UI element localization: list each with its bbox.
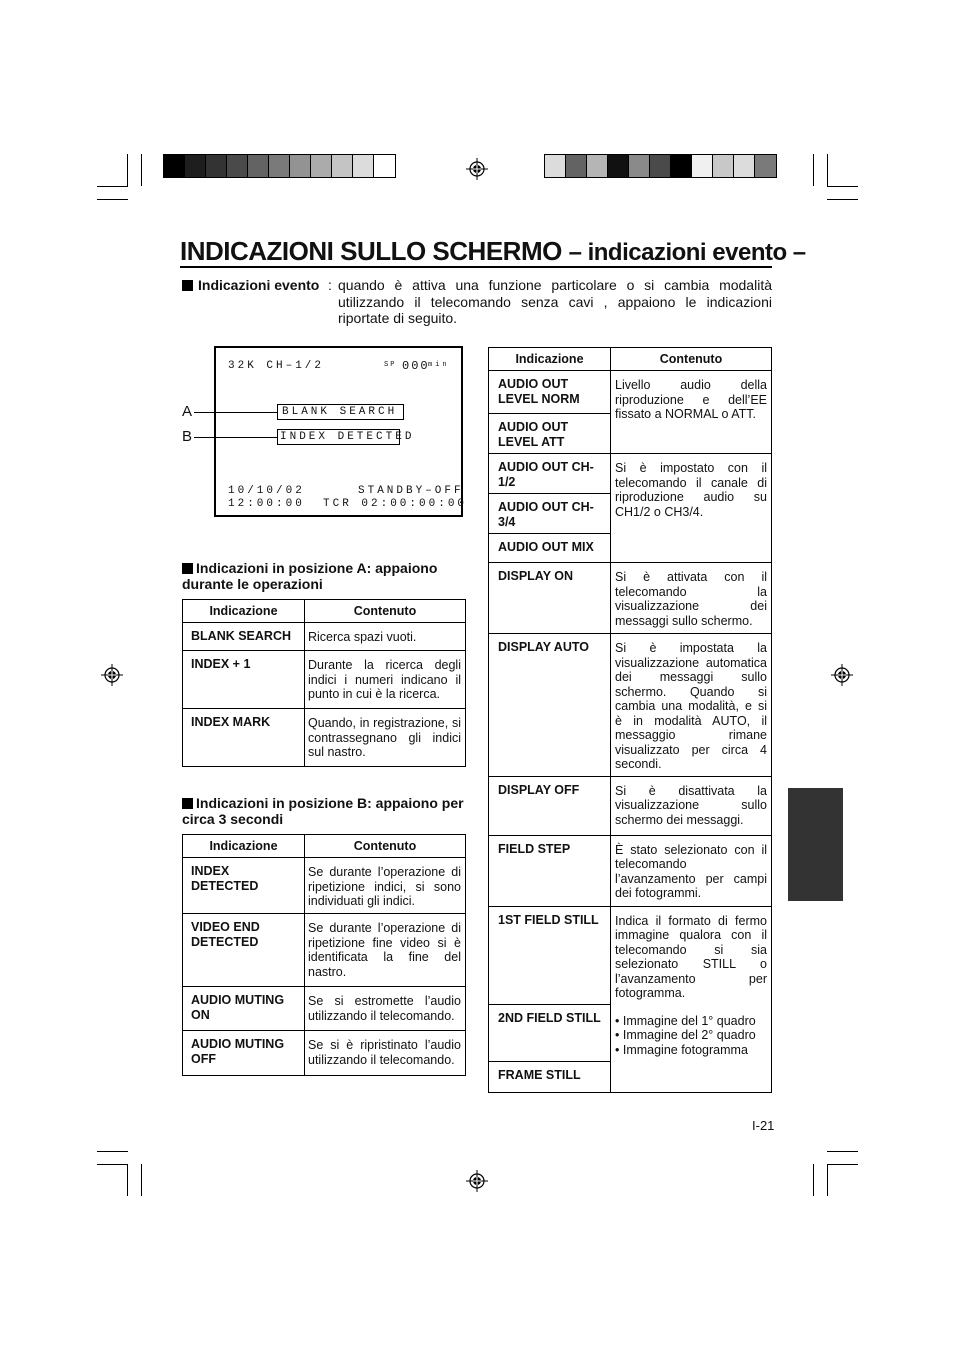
table-row: FIELD STEP È stato selezionato con il telecomando l’avanzamento per campi dei fotogrammi. bbox=[489, 835, 772, 906]
color-swatch bbox=[734, 155, 755, 177]
color-swatch bbox=[587, 155, 608, 177]
color-swatch bbox=[311, 155, 332, 177]
registration-target-icon bbox=[101, 664, 123, 686]
intro-description: quando è attiva una funzione particolare o si cambia modalità utilizzando il telecomando senza cavi , appaiono le indicazioni riportate di seguito. bbox=[338, 277, 772, 326]
still-bullets: • Immagine del 1° quadro • Immagine del 2° quadro • Immagine fotogramma bbox=[611, 1005, 772, 1093]
osd-box-a: BLANK SEARCH bbox=[277, 404, 404, 420]
color-swatch bbox=[206, 155, 227, 177]
section-b-heading: Indicazioni in posizione B: appaiono per circa 3 secondi bbox=[182, 795, 464, 827]
registration-target-icon bbox=[466, 158, 488, 180]
section-a-heading: Indicazioni in posizione A: appaiono durante le operazioni bbox=[182, 560, 438, 592]
osd-sp: SP bbox=[384, 361, 397, 369]
section-a-table bbox=[182, 599, 466, 767]
osd-box-b: INDEX DETECTED bbox=[277, 429, 400, 445]
table-row: INDEX DETECTED Se durante l’operazione di ripetizione indici, si sono individuati gli indici. bbox=[183, 858, 466, 914]
pointer-line-a bbox=[194, 412, 277, 413]
osd-date: 10/10/02 bbox=[228, 485, 305, 497]
crop-mark bbox=[813, 1164, 814, 1196]
crop-mark bbox=[97, 199, 128, 200]
color-swatch bbox=[755, 155, 776, 177]
page-number: I-21 bbox=[752, 1118, 775, 1133]
crop-mark bbox=[141, 154, 142, 186]
registration-target-icon bbox=[831, 664, 853, 686]
color-swatch bbox=[629, 155, 650, 177]
table-row: AUDIO OUT LEVEL ATT bbox=[489, 414, 772, 454]
color-swatch bbox=[713, 155, 734, 177]
crop-mark bbox=[827, 1164, 858, 1165]
intro-colon: : bbox=[328, 277, 332, 293]
color-swatch bbox=[248, 155, 269, 177]
table-row: INDEX MARK Quando, in registrazione, si contrassegnano gli indici sul nastro. bbox=[183, 709, 466, 767]
color-swatch bbox=[227, 155, 248, 177]
crop-mark bbox=[827, 186, 858, 187]
color-swatch bbox=[374, 155, 395, 177]
color-swatch bbox=[290, 155, 311, 177]
osd-counter: 000 bbox=[402, 359, 430, 373]
title-rule bbox=[180, 266, 772, 268]
column-header: Contenuto bbox=[305, 600, 466, 623]
color-bars-right bbox=[544, 154, 777, 178]
crop-mark bbox=[813, 154, 814, 186]
column-header: Indicazione bbox=[183, 835, 305, 858]
table-row: INDEX + 1 Durante la ricerca degli indici i numeri indicano il punto in cui è la ricerca. bbox=[183, 651, 466, 709]
section-side-tab bbox=[788, 788, 843, 901]
osd-min: min bbox=[428, 361, 450, 369]
table-row: AUDIO OUT MIX bbox=[489, 534, 772, 563]
table-row: AUDIO OUT CH-1/2 Si è impostato con il telecomando il canale di riproduzione audio su CH1/2 o CH3/4. bbox=[489, 454, 772, 494]
table-header-row bbox=[489, 348, 772, 371]
table-row: AUDIO MUTING OFF Se si è ripristinato l’audio utilizzando il telecomando. bbox=[183, 1031, 466, 1076]
table-row: DISPLAY OFF Si è disattivata la visualizzazione sullo schermo dei messaggi. bbox=[489, 776, 772, 835]
section-b-table bbox=[182, 834, 466, 1076]
crop-mark bbox=[127, 154, 128, 186]
column-header: Indicazione bbox=[183, 600, 305, 623]
color-swatch bbox=[650, 155, 671, 177]
page-title-main: INDICAZIONI SULLO SCHERMO bbox=[180, 236, 562, 266]
intro-term: Indicazioni evento bbox=[182, 277, 319, 293]
table-row: AUDIO MUTING ON Se si estromette l’audio utilizzando il telecomando. bbox=[183, 987, 466, 1031]
table-row: 1ST FIELD STILL Indica il formato di fermo immagine qualora con il telecomando si sia selezionato STILL o l’avanzamento per fotogramma. bbox=[489, 906, 772, 1005]
color-swatch bbox=[566, 155, 587, 177]
osd-top-left: 32K CH–1/2 bbox=[228, 360, 325, 372]
color-swatch bbox=[671, 155, 692, 177]
column-header: Indicazione bbox=[489, 348, 611, 371]
table-header-row bbox=[183, 835, 466, 858]
square-bullet-icon bbox=[182, 798, 193, 809]
crop-mark bbox=[97, 186, 128, 187]
crop-mark bbox=[127, 1164, 128, 1196]
page-title bbox=[180, 236, 806, 267]
square-bullet-icon bbox=[182, 563, 193, 574]
table-row: BLANK SEARCH Ricerca spazi vuoti. bbox=[183, 623, 466, 651]
pointer-line-b bbox=[194, 437, 277, 438]
color-swatch bbox=[185, 155, 206, 177]
table-row: AUDIO OUT LEVEL NORM Livello audio della riproduzione e dell’EE fissato a NORMAL o ATT. bbox=[489, 371, 772, 414]
table-header-row bbox=[183, 600, 466, 623]
table-row: AUDIO OUT CH-3/4 bbox=[489, 494, 772, 534]
crop-mark bbox=[97, 1164, 128, 1165]
table-row: VIDEO END DETECTED Se durante l’operazione di ripetizione fine video si è identificata la fine del nastro. bbox=[183, 914, 466, 987]
square-bullet-icon bbox=[182, 280, 193, 291]
color-swatch bbox=[608, 155, 629, 177]
label-b: B bbox=[182, 428, 193, 445]
table-row: FRAME STILL bbox=[489, 1062, 772, 1093]
table-row: DISPLAY ON Si è attivata con il telecomando la visualizzazione dei messaggi sullo schermo. bbox=[489, 563, 772, 634]
color-swatch bbox=[164, 155, 185, 177]
table-row: 2ND FIELD STILL • Immagine del 1° quadro • Immagine del 2° quadro • Immagine fotogramma bbox=[489, 1005, 772, 1062]
color-swatch bbox=[545, 155, 566, 177]
crop-mark bbox=[141, 1164, 142, 1196]
crop-mark bbox=[827, 1164, 828, 1196]
column-header: Contenuto bbox=[305, 835, 466, 858]
crop-mark bbox=[827, 154, 828, 186]
crop-mark bbox=[97, 1151, 128, 1152]
color-bars-left bbox=[163, 154, 396, 178]
osd-time: 12:00:00 bbox=[228, 498, 305, 510]
color-swatch bbox=[332, 155, 353, 177]
color-swatch bbox=[692, 155, 713, 177]
label-a: A bbox=[182, 403, 193, 420]
registration-target-icon bbox=[466, 1170, 488, 1192]
osd-standby: STANDBY–OFF bbox=[358, 485, 464, 497]
column-header: Contenuto bbox=[611, 348, 772, 371]
color-swatch bbox=[269, 155, 290, 177]
right-table bbox=[488, 347, 772, 1093]
osd-tcr: TCR 02:00:00:00 bbox=[323, 498, 468, 510]
table-row: DISPLAY AUTO Si è impostata la visualizzazione automatica dei messaggi sullo schermo. Quando si cambia una modalità, e si è in modalità AUTO, il messaggio rimane visualizzato per circa 4 secondi. bbox=[489, 634, 772, 777]
crop-mark bbox=[827, 199, 858, 200]
color-swatch bbox=[353, 155, 374, 177]
crop-mark bbox=[827, 1151, 858, 1152]
page-title-sub: – indicazioni evento – bbox=[568, 239, 806, 266]
